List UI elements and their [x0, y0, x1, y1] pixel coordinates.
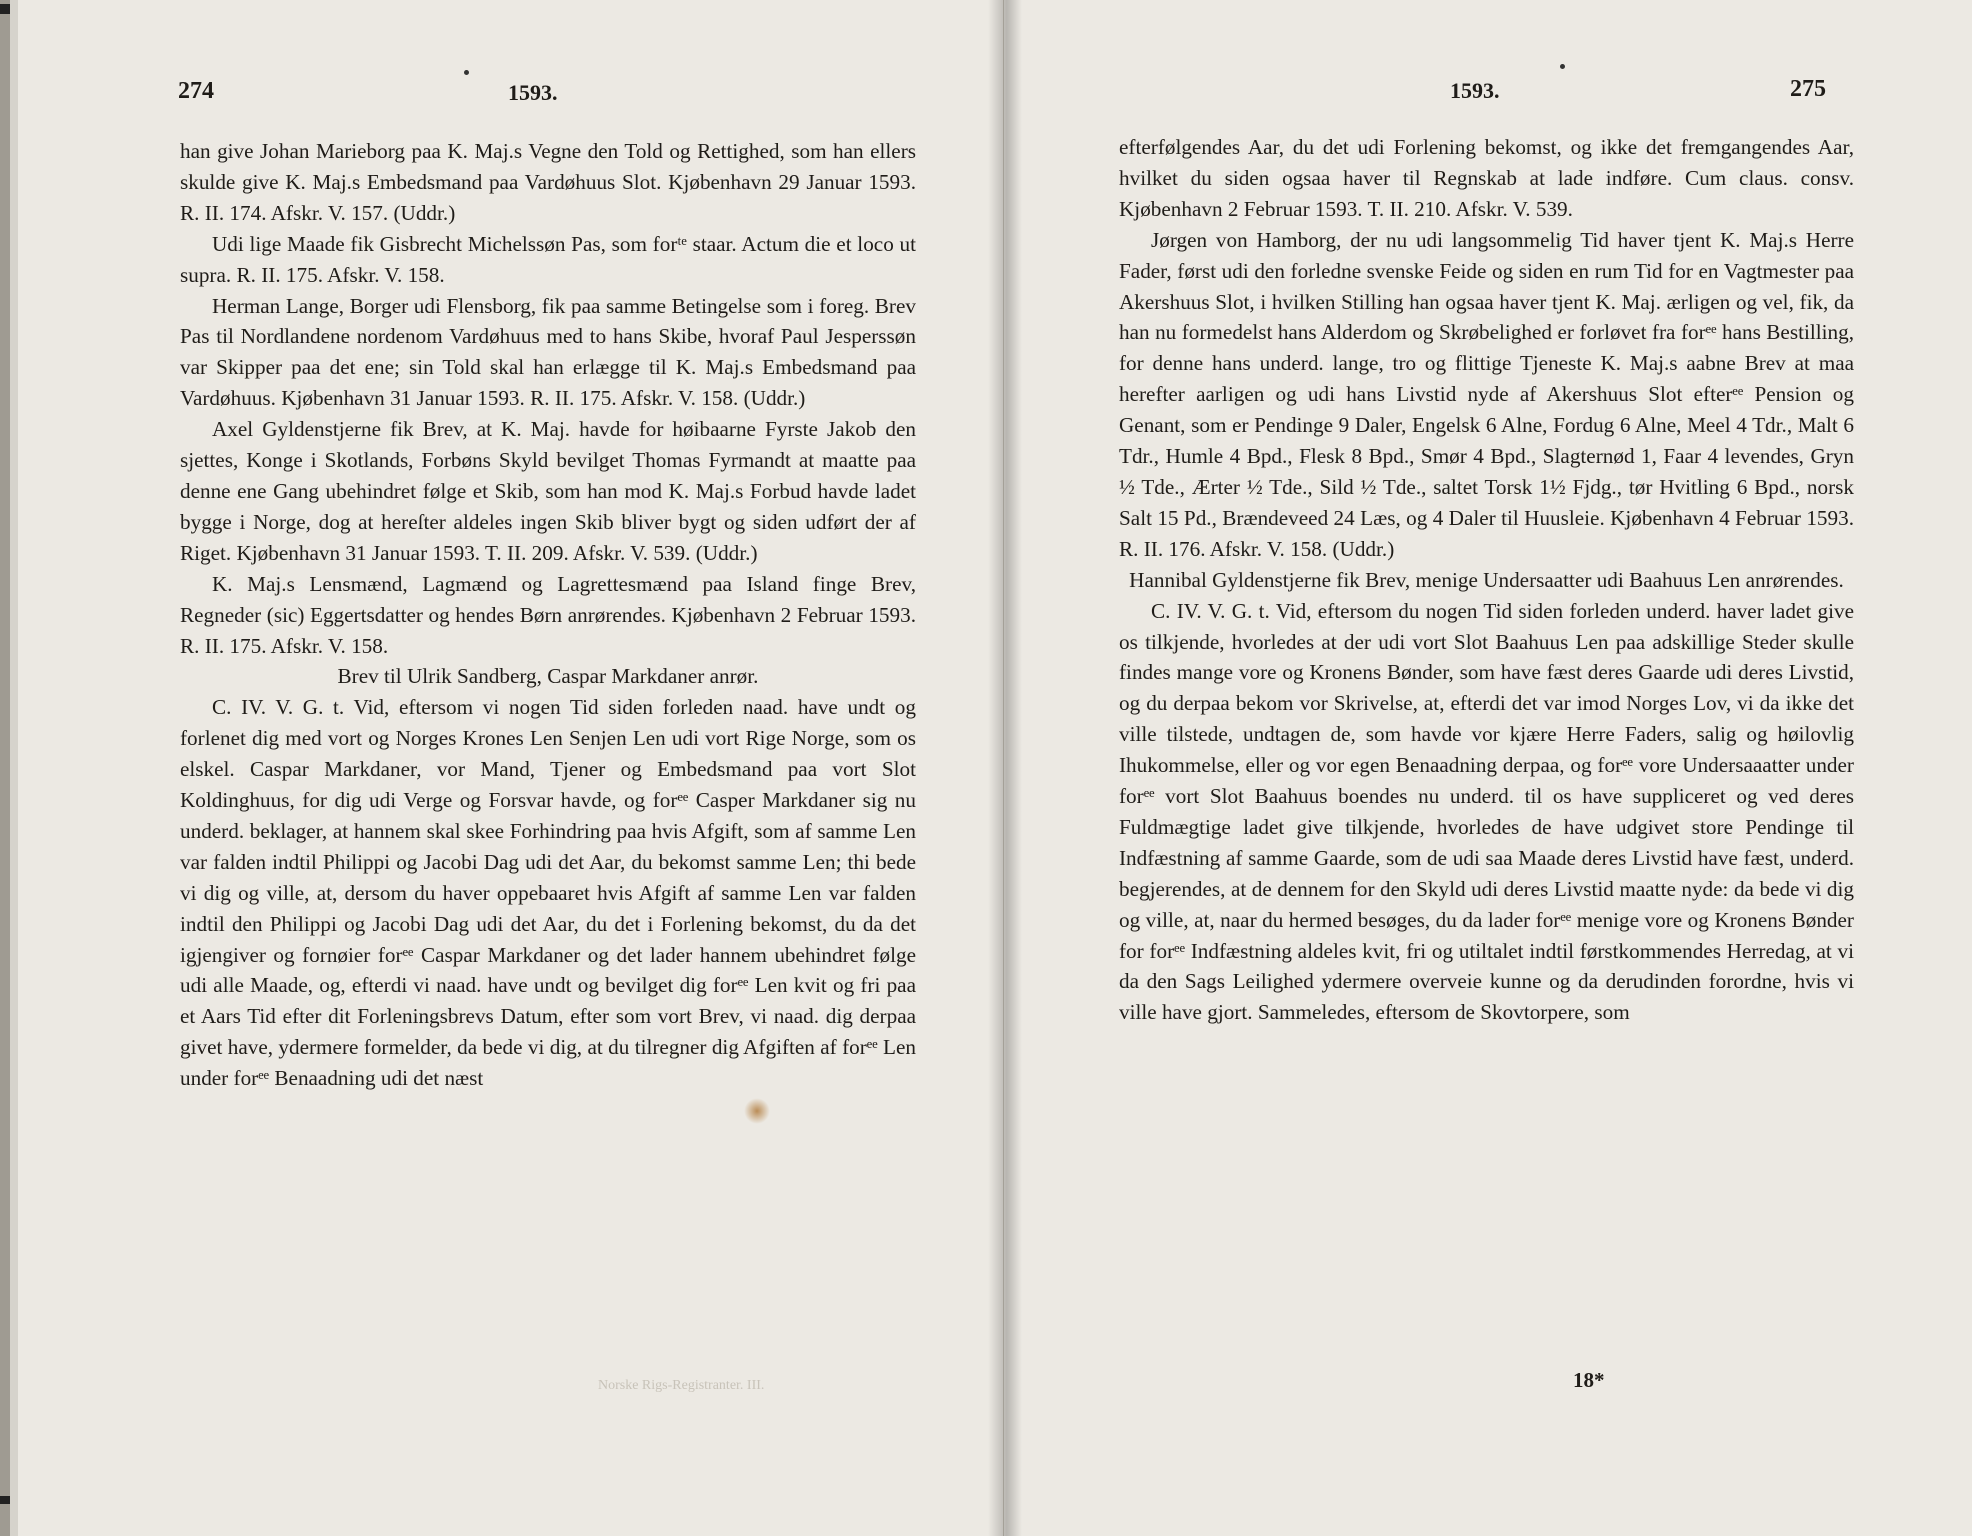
book-gutter [988, 0, 1022, 1536]
paragraph: efterfølgendes Aar, du det udi Forlening bekomst, og ikke det fremgangendes Aar, hvilket du siden ogsaa haver til Regnskab at lade indføre. Cum claus. consv. Kjøbenhavn 2 Februar 1593. T. II. 210. Afskr. V. 539. [1119, 135, 1854, 221]
letter-heading: Brev til Ulrik Sandberg, Caspar Markdaner anrør. [337, 664, 759, 689]
scan-edge [0, 0, 10, 1536]
paragraph: Herman Lange, Borger udi Flensborg, fik paa samme Betingelse som i foreg. Brev Pas til Nordlandene nordenom Vardøhuus med to hans Skibe, hvoraf Paul Jesperssøn var Skipper paa det ene; sin Told skal han erlægge til K. Maj.s Embedsmand paa Vardøhuus. Kjøbenhavn 31 Januar 1593. R. II. 175. Afskr. V. 158. (Uddr.) [180, 293, 916, 411]
page-body [180, 136, 916, 1094]
paper-stain [744, 1098, 770, 1124]
ink-dot [1560, 64, 1565, 69]
ink-dot [464, 70, 469, 75]
paragraph: Udi lige Maade fik Gisbrecht Michelssøn Pas, som forᵗᵉ staar. Actum die et loco ut supra. R. II. 175. Afskr. V. 158. [180, 231, 916, 287]
running-head: 1593. [508, 80, 558, 105]
signature-mark: 18* [1573, 1368, 1605, 1392]
left-page [18, 0, 1011, 1536]
page-number: 275 [1790, 76, 1826, 102]
page-number: 274 [178, 78, 214, 104]
show-through-footer: Norske Rigs-Registranter. III. [598, 1378, 765, 1393]
paragraph: han give Johan Marieborg paa K. Maj.s Vegne den Told og Rettighed, som han ellers skulde give K. Maj.s Embedsmand paa Vardøhuus Slot. Kjøbenhavn 29 Januar 1593. R. II. 174. Afskr. V. 157. (Uddr.) [180, 139, 916, 225]
running-head: 1593. [1450, 78, 1500, 103]
letter-heading: Hannibal Gyldenstjerne fik Brev, menige Undersaatter udi Baahuus Len anrørendes. [1129, 567, 1844, 592]
right-page [1003, 0, 1972, 1536]
page-body [1119, 132, 1854, 1028]
paragraph: K. Maj.s Lensmænd, Lagmænd og Lagrettesmænd paa Island finge Brev, Regneder (sic) Eggertsdatter og hendes Børn anrørendes. Kjøbenhavn 2 Februar 1593. R. II. 175. Afskr. V. 158. [180, 571, 916, 658]
paragraph: C. IV. V. G. t. Vid, eftersom vi nogen Tid siden forleden naad. have undt og forlenet dig med vort og Norges Krones Len Senjen Len udi vort Rige Norge, som os elskel. Caspar Markdaner, vor Mand, Tjener og Embedsmand paa vort Slot Koldinghuus, for dig udi Verge og Forsvar havde, og forᵉᵉ Casper Markdaner sig nu underd. beklager, at hannem skal skee Forhindring paa hvis Afgift, som af samme Len var falden indtil Philippi og Jacobi Dag udi det Aar, du bekomst samme Len; thi bede vi dig og ville, at, dersom du haver oppebaaret hvis Afgift af samme Len var falden indtil den Philippi og Jacobi Dag udi det Aar, du det i Forlening bekomst, du da det igjengiver og fornøier forᵉᵉ Caspar Markdaner og det lader hannem ubehindret følge udi alle Maade, og, efterdi vi naad. have undt og bevilget dig forᵉᵉ Len kvit og fri paa et Aars Tid efter dit Forleningsbrevs Datum, efter som vort Brev, vi naad. dig derpaa givet have, ydermere formelder, da bede vi dig, at du tilregner dig Afgiften af forᵉᵉ Len under forᵉᵉ Benaadning udi det næst [180, 695, 916, 1091]
paragraph: Axel Gyldenstjerne fik Brev, at K. Maj. havde for høibaarne Fyrste Jakob den sjettes, Konge i Skotlands, Forbøns Skyld bevilget Thomas Fyrmandt at maatte paa denne ene Gang ubehindret følge et Skib, som han mod K. Maj.s Forbud havde ladet bygge i Norge, dog at hereſter aldeles ingen Skib bliver bygt og siden udført der af Riget. Kjøbenhavn 31 Januar 1593. T. II. 209. Afskr. V. 539. (Uddr.) [180, 417, 916, 565]
paragraph: C. IV. V. G. t. Vid, eftersom du nogen Tid siden forleden underd. haver ladet give os tilkjende, hvorledes at der udi vort Slot Baahuus Len paa adskillige Steder skulle findes mange vore og Kronens Bønder, som have fæst deres Gaarde udi deres Livstid, og du derpaa bekom vor Skrivelse, at, efterdi det var imod Norges Lov, vi da ikke det ville tilstede, undtagen de, som havde vor kjære Herre Faders, salig og høilovlig Ihukommelse, eller og vor egen Benaadning derpaa, og forᵉᵉ vore Undersaaatter under forᵉᵉ vort Slot Baahuus boendes nu underd. til os have suppliceret og ved deres Fuldmægtige ladet give tilkjende, hvorledes de have udgivet store Pendinge til Indfæstning af samme Gaarde, som de udi saa Maade deres Livstid have fæst, underd. begjerendes, at de dennem for den Skyld udi deres Livstid maatte nyde: da bede vi dig og ville, at, naar du hermed besøges, du da lader forᵉᵉ menige vore og Kronens Bønder for forᵉᵉ Indfæstning aldeles kvit, fri og utiltalet indtil førstkommendes Herredag, at vi da den Sags Leilighed ydermere overveie kunne og da derudinden forordne, hvis vi ville have gjort. Sammeledes, eftersom de Skovtorpere, som [1119, 598, 1854, 1025]
paragraph: Jørgen von Hamborg, der nu udi langsommelig Tid haver tjent K. Maj.s Herre Fader, først udi den forledne svenske Feide og siden en rum Tid for en Vagtmester paa Akershuus Slot, i hvilken Stilling han ogsaa haver tjent K. Maj. ærligen og vel, fik, da han nu formedelst hans Alderdom og Skrøbelighed er forløvet fra forᵉᵉ hans Bestilling, for denne hans underd. lange, tro og flittige Tjeneste K. Maj.s aabne Brev at maa herefter aarligen og udi hans Livstid nyde af Akershuus Slot efterᵉᵉ Pension og Genant, som er Pendinge 9 Daler, Engelsk 6 Alne, Fordug 6 Alne, Meel 4 Tdr., Malt 6 Tdr., Humle 4 Bpd., Flesk 8 Bpd., Smør 4 Bpd., Slagternød 1, Faar 4 levendes, Gryn ½ Tde., Ærter ½ Tde., Sild ½ Tde., saltet Torsk 1½ Fjdg., tør Hvitling 6 Bpd., norsk Salt 15 Pd., Brændeveed 24 Læs, og 4 Daler til Huusleie. Kjøbenhavn 4 Februar 1593. R. II. 176. Afskr. V. 158. (Uddr.) [1119, 227, 1854, 561]
